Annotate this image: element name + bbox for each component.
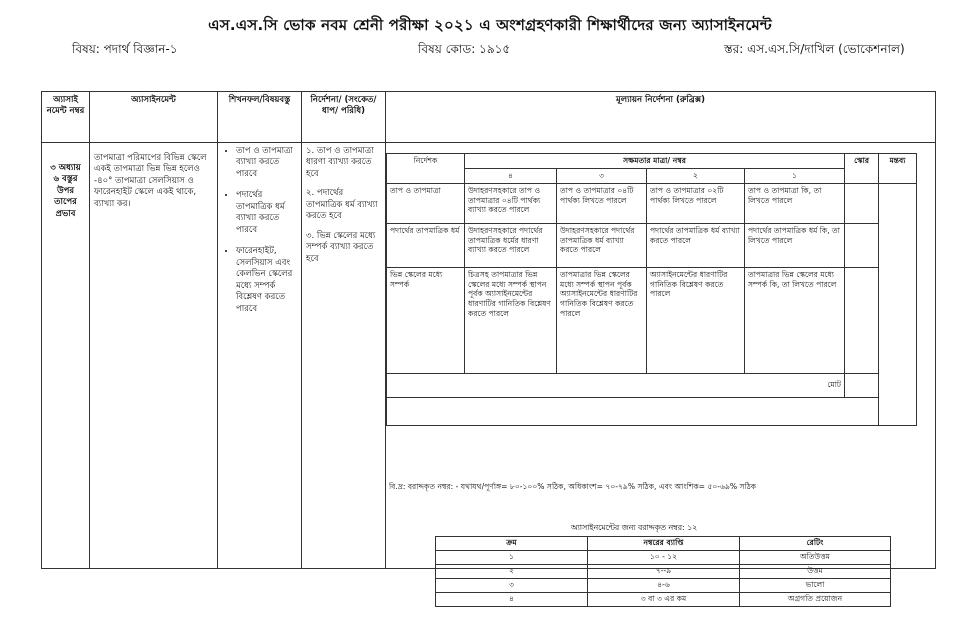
rating-cell: ভালো (740, 579, 891, 593)
col-header-assignment: অ্যাসাইনমেন্ট (90, 92, 218, 143)
rubric-cell: তাপমাত্রার ভিন্ন স্কেলের মধ্যে সম্পর্ক কি, তা লিখতে পারলে (745, 267, 845, 373)
rating-row (436, 593, 891, 607)
page-title: এস.এস.সি ভোক নবম শ্রেনী পরীক্ষা ২০২১ এ অংশগ্রহণকারী শিক্ষার্থীদের জন্য অ্যাসাইনমেন্ট (208, 16, 772, 34)
assignment-number: ৩ অধ্যায় ৬ বস্তুর উপর তাপের প্রভাব (42, 143, 90, 569)
rubric-table (386, 153, 917, 426)
outcome-item: • পদার্থের তাপমাত্রিক ধর্ম ব্যাখ্যা করতে পারবে (236, 190, 297, 236)
rating-cell: ৪-৬ (588, 579, 740, 593)
col-header-outcomes: শিখনফল/বিষয়বস্তু (218, 92, 302, 143)
rubric-total-label: মোট (387, 373, 845, 397)
rating-header: ক্রম (436, 537, 588, 551)
outcome-item: • ফারেনহাইট, সেলসিয়াস এবং কেলভিন স্কেলের মধ্যে সম্পর্ক বিশ্লেষণ করতে পারবে (236, 246, 297, 315)
rating-row (436, 579, 891, 593)
rating-cell: ২ (436, 565, 588, 579)
direction-item: ১. তাপ ও তাপমাত্রা ধারণা ব্যাখ্যা করতে হবে (306, 146, 374, 179)
rating-cell: ৭--৯ (588, 565, 740, 579)
direction-item: ৩. ভিন্ন স্কেলের মধ্যে সম্পর্ক ব্যাখ্যা করতে হবে (306, 230, 376, 264)
rubric-cell: পদার্থের তাপমাত্রিক ধর্ম কি, তা লিখতে পারলে (745, 223, 845, 267)
rubric-cell: উদাহরণসহকারে তাপ ও তাপমাত্রার ০৪টি পার্থক্য ব্যাখ্যা করতে পারলে (465, 183, 557, 223)
rubric-comment-cell (879, 183, 917, 425)
rubric-level: ১ (745, 168, 845, 183)
outcomes-list (218, 143, 302, 569)
rubric-cell: পদার্থের তাপমাত্রিক ধর্ম ব্যাখ্যা করতে পারলে (647, 223, 745, 267)
rubric-criterion: পদার্থের তাপমাত্রিক ধর্ম (387, 223, 465, 267)
col-header-num: অ্যাসাই নমেন্ট নম্বর (42, 92, 90, 143)
col-header-evaluation: মূল্যায়ন নির্দেশনা (রুব্রিক্স) (386, 92, 936, 143)
rubric-level: ৩ (557, 168, 647, 183)
rating-table (435, 536, 891, 607)
rating-header-row (436, 537, 891, 551)
rating-header: রেটিং (740, 537, 891, 551)
rubric-score-header: স্কোর (845, 154, 879, 184)
rubric-level-header: সক্ষমতার মাত্রা/ নম্বর (465, 154, 845, 169)
rubric-level: ৪ (465, 168, 557, 183)
outcome-item: • তাপ ও তাপমাত্রা ব্যাখ্যা করতে পারবে (236, 146, 297, 180)
direction-item: ২. পদার্থের তাপমাত্রিক ধর্ম ব্যাখ্যা করতে হবে (306, 188, 378, 222)
rubric-note-cell (387, 397, 879, 425)
rubric-cell: তাপ ও তাপমাত্রা কি, তা লিখতে পারলে (745, 183, 845, 223)
rubric-score-cell (845, 183, 879, 223)
rating-cell: অগ্রগতি প্রয়োজন (740, 593, 891, 607)
table-header-row (42, 92, 936, 143)
rating-header: নম্বরের ব্যাপ্তি (588, 537, 740, 551)
rating-cell: ৩ বা ৩ এর কম (588, 593, 740, 607)
rating-cell: ৩ (436, 579, 588, 593)
rating-cell: ১ (436, 551, 588, 565)
rubric-note-row (387, 397, 917, 425)
rubric-cell: তাপমাত্রার ভিন্ন স্কেলের মধ্যে সম্পর্ক স্থাপন পূর্বক অ্যাসাইনমেন্টের ধারণাটির গানিতিক বিশ্লেষণ করতে পারলে (557, 267, 647, 373)
rubric-row (387, 267, 917, 373)
rubric-cell: তাপ ও তাপমাত্রার ০২টি পার্থক্য লিখতে পারলে (647, 183, 745, 223)
col-header-directions: নির্দেশনা/ (সংকেত/ ধাপ/ পরিধি) (302, 92, 386, 143)
rating-cell: উত্তম (740, 565, 891, 579)
rubric-criterion-header: নির্দেশক (387, 154, 465, 184)
rubric-cell: অ্যাসাইনমেন্টের ধারণাটির গানিতিক বিশ্লেষণ করতে পারলে (647, 267, 745, 373)
rubric-total-cell (845, 373, 879, 397)
rubric-note: বি.দ্র: বরাদ্দকৃত নম্বর: - যথাযথ/পূর্ণাঙ্গ= ৮০-১০০% সঠিক, অধিকাংশ= ৭০-৭৯% সঠিক, এবং আংশিক= ৫০-৬৯% সঠিক (389, 482, 757, 491)
rubric-score-cell (845, 223, 879, 267)
rating-cell: অতিউত্তম (740, 551, 891, 565)
rating-row (436, 551, 891, 565)
rubric-total-row (387, 373, 917, 397)
rubric-cell: উদাহরণসহকারে পদার্থের তাপমাত্রিক ধর্ম ব্যাখ্যা করতে পারলে (557, 223, 647, 267)
subject-code: বিষয় কোড: ১৯১৫ (418, 42, 511, 56)
rating-row (436, 565, 891, 579)
rating-cell: ১০ - ১২ (588, 551, 740, 565)
rubric-level: ২ (647, 168, 745, 183)
rubric-row (387, 223, 917, 267)
evaluation-cell (386, 143, 936, 603)
rubric-criterion: তাপ ও তাপমাত্রা (387, 183, 465, 223)
rating-cell: ৪ (436, 593, 588, 607)
subject-label: বিষয়: পদার্থ বিজ্ঞান-১ (72, 42, 178, 56)
assignment-text: তাপমাত্রা পরিমাপের বিভিন্ন স্কেলে একই তাপমাত্রা ভিন্ন ভিন্ন হলেও -৪০° তাপমাত্রা সেলসিয়াস ও ফারেনহাইট স্কেলে একই থাকে, ব্যাখ্যা কর। (90, 143, 218, 569)
allocation-title: অ্যাসাইনমেন্টের জন্য বরাদ্দকৃত নম্বর: ১২ (570, 523, 698, 532)
rubric-cell: চিত্রসহ তাপমাত্রার ভিন্ন স্কেলের মধ্যে সম্পর্ক স্থাপন পূর্বক অ্যাসাইনমেন্টের ধারণাটির গানিতিক বিশ্লেষণ করতে পারলে (465, 267, 557, 373)
rubric-score-cell (845, 267, 879, 373)
directions-list (302, 143, 386, 569)
level-label: স্তর: এস.এস.সি/দাখিল (ভোকেশনাল) (724, 42, 905, 56)
rubric-criterion: ভিন্ন স্কেলের মধ্যে সম্পর্ক (387, 267, 465, 373)
rubric-comment-header: মন্তব্য (879, 154, 917, 184)
table-row (42, 143, 936, 569)
rubric-row (387, 183, 917, 223)
assignment-table (41, 91, 936, 603)
rubric-cell: উদাহরণসহকারে পদার্থের তাপমাত্রিক ধর্মের ধারণা ব্যাখ্যা করতে পারলে (465, 223, 557, 267)
rubric-cell: তাপ ও তাপমাত্রার ০৪টি পার্থক্য লিখতে পারলে (557, 183, 647, 223)
